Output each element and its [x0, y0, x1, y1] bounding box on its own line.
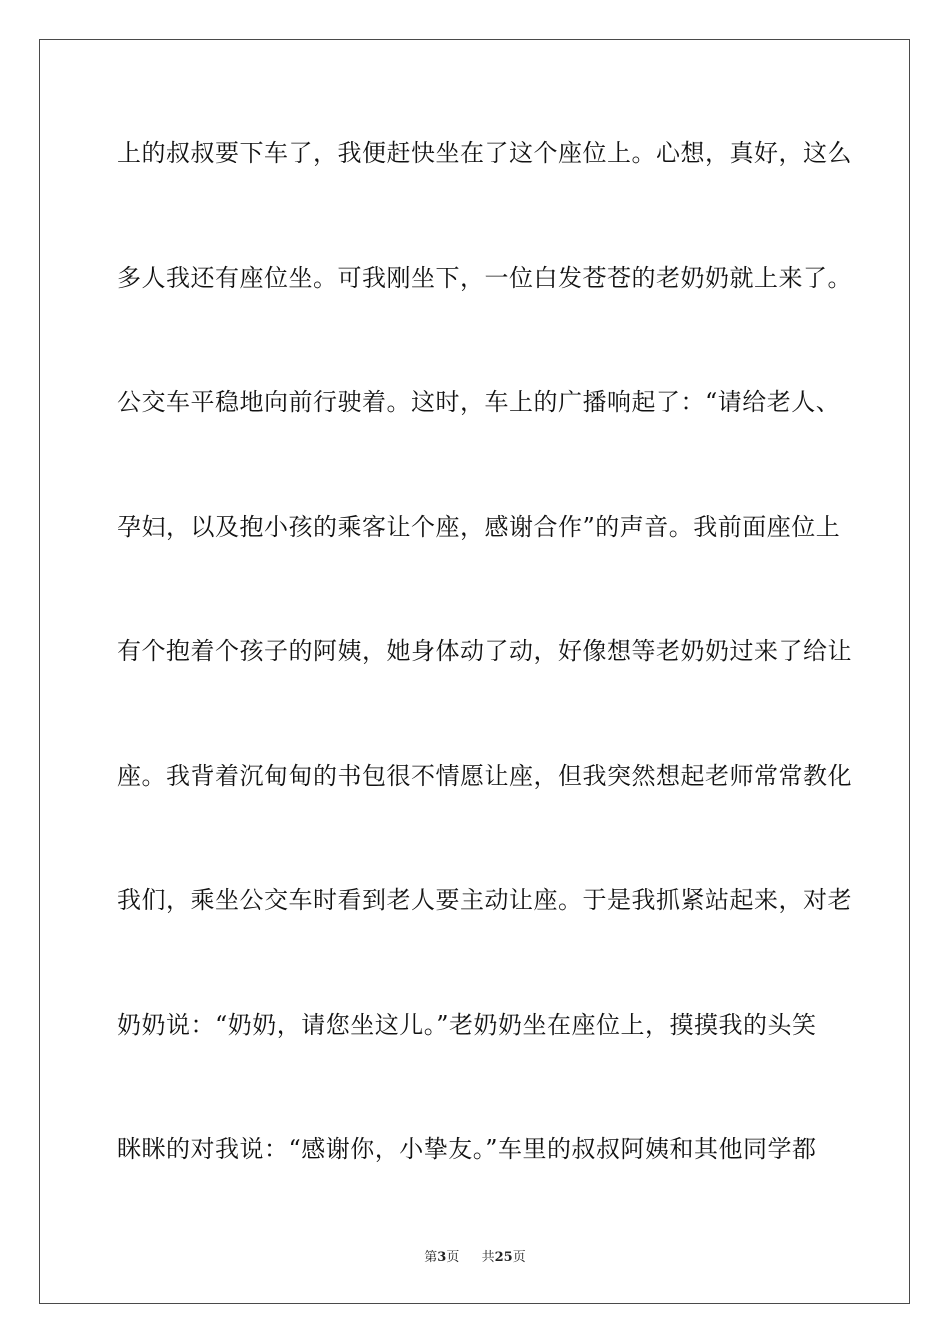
text-line: 有个抱着个孩子的阿姨，她身体动了动，好像想等老奶奶过来了给让	[117, 637, 852, 665]
text-line: 座。我背着沉甸甸的书包很不情愿让座，但我突然想起老师常常教化	[117, 761, 852, 790]
total-prefix: 共	[481, 1250, 495, 1265]
page-number: 3	[437, 1250, 447, 1265]
page-footer	[0, 1246, 950, 1265]
page-number-label	[424, 1246, 459, 1265]
page-suffix: 页	[446, 1250, 460, 1265]
text-line: 眯眯的对我说：“感谢你，小挚友。”车里的叔叔阿姨和其他同学都	[117, 1135, 817, 1163]
total-pages-label	[482, 1246, 526, 1265]
text-line: 我们，乘坐公交车时看到老人要主动让座。于是我抓紧站起来，对老	[117, 886, 852, 914]
total-pages: 25	[494, 1250, 513, 1265]
page-prefix: 第	[424, 1250, 438, 1265]
document-body	[117, 126, 852, 1247]
total-suffix: 页	[512, 1250, 526, 1265]
text-line: 孕妇，以及抱小孩的乘客让个座，感谢合作”的声音。我前面座位上	[117, 512, 841, 541]
text-line: 公交车平稳地向前行驶着。这时，车上的广播响起了：“请给老人、	[117, 388, 841, 416]
text-line: 多人我还有座位坐。可我刚坐下，一位白发苍苍的老奶奶就上来了。	[117, 263, 852, 292]
text-line: 上的叔叔要下车了，我便赶快坐在了这个座位上。心想，真好，这么	[117, 139, 852, 167]
text-line: 奶奶说：“奶奶，请您坐这儿。”老奶奶坐在座位上，摸摸我的头笑	[117, 1010, 817, 1039]
